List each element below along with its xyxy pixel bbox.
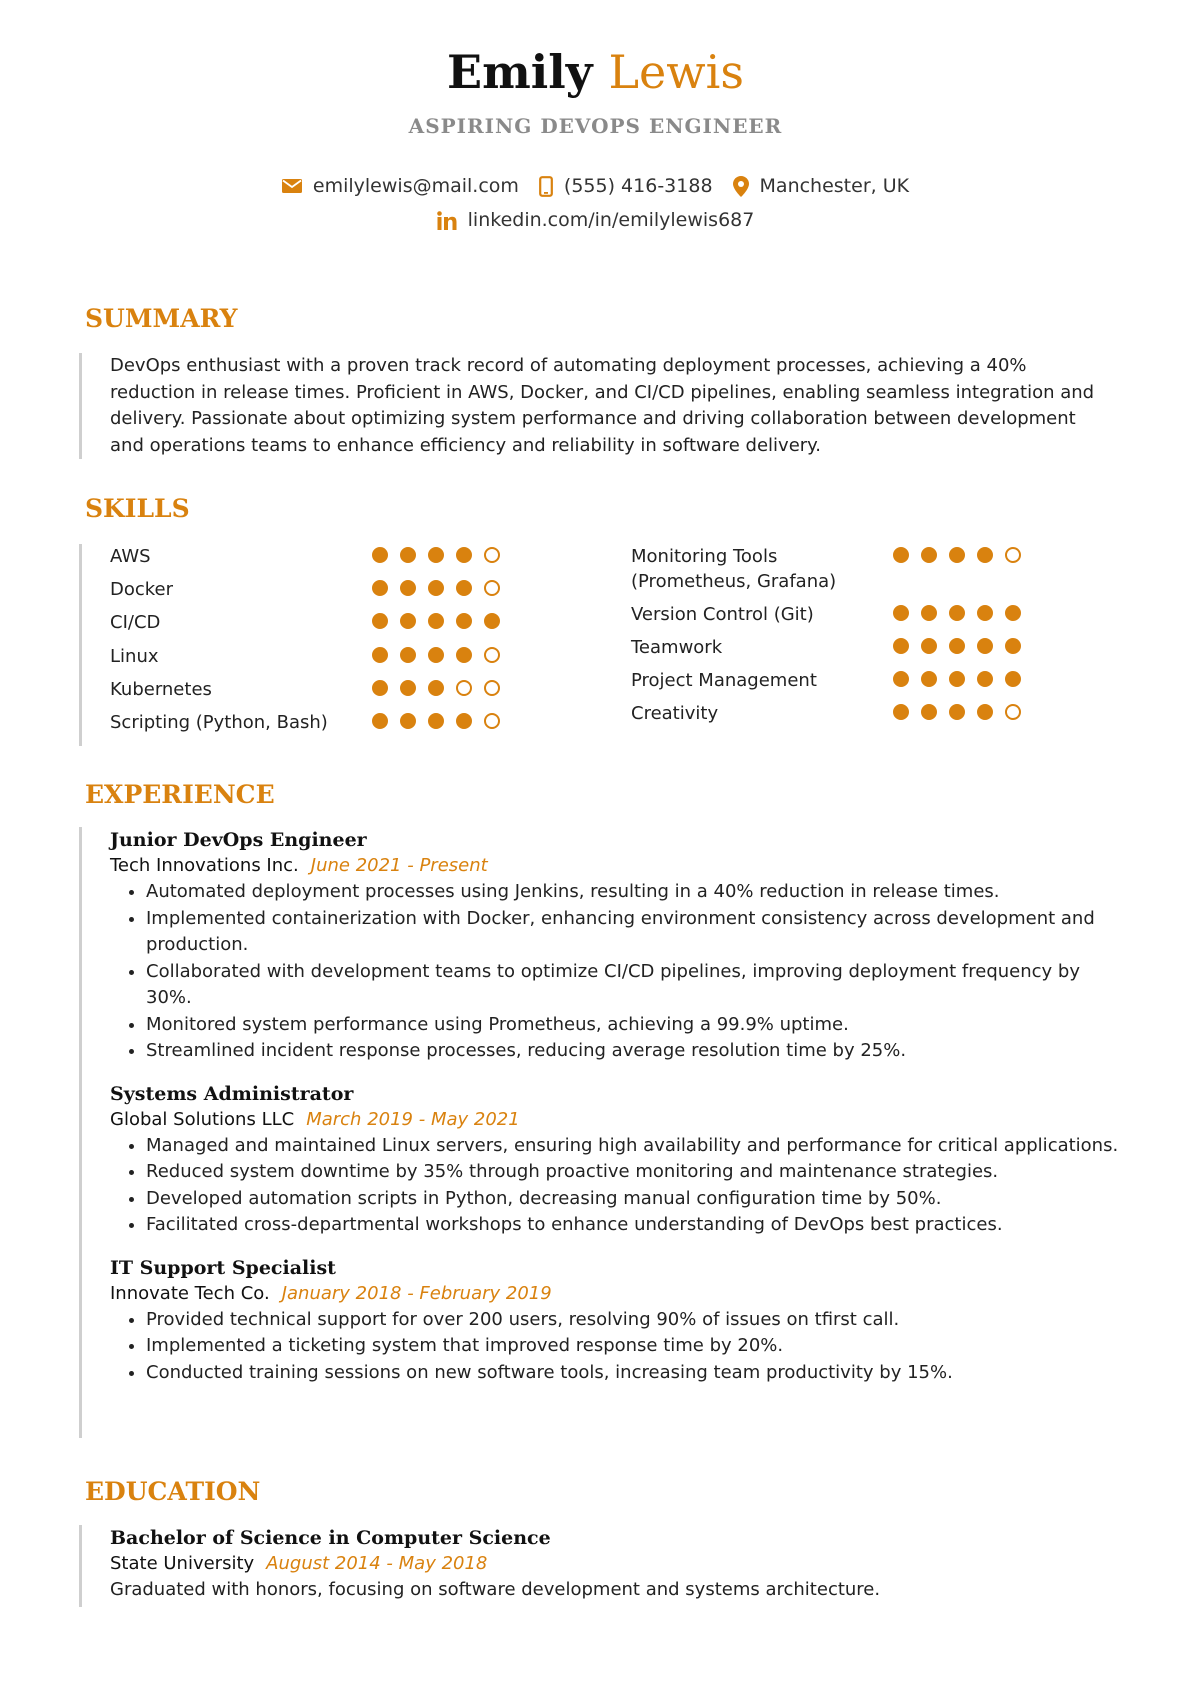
experience-title: EXPERIENCE — [85, 780, 275, 809]
job-dates: June 2021 - Present — [310, 855, 488, 876]
job-entry — [110, 1081, 1119, 1239]
rating-dot-filled — [949, 605, 965, 621]
skill-rating — [893, 635, 1033, 654]
job-bullets — [110, 1307, 1119, 1387]
linkedin-icon — [437, 211, 457, 230]
rating-dot-empty — [1005, 704, 1021, 720]
contact-email[interactable] — [282, 174, 519, 198]
location-text: Manchester, UK — [759, 175, 910, 197]
education-meta — [110, 1551, 1119, 1577]
job-bullet: • Automated deployment processes using Jenkins, resulting in a 40% reduction in release times. — [146, 879, 1119, 906]
rating-dot-filled — [977, 605, 993, 621]
rating-dot-filled — [921, 671, 937, 687]
rating-dot-filled — [428, 613, 444, 629]
rating-dot-filled — [1005, 638, 1021, 654]
school-name: State University — [110, 1553, 255, 1574]
skills-grid — [110, 544, 1109, 746]
job-entry — [110, 1255, 1119, 1387]
rating-dot-filled — [372, 547, 388, 563]
rating-dot-filled — [921, 547, 937, 563]
skill-name: Linux — [110, 646, 159, 667]
education-dates: August 2014 - May 2018 — [266, 1553, 488, 1574]
skill-item — [631, 701, 1033, 726]
headline: ASPIRING DEVOPS ENGINEER — [408, 114, 783, 138]
rating-dot-empty — [1005, 547, 1021, 563]
skill-rating — [372, 577, 512, 596]
skill-name: Creativity — [631, 703, 719, 724]
skill-rating — [893, 602, 1033, 621]
skill-item — [110, 710, 512, 735]
first-name: Emily — [447, 45, 593, 99]
rating-dot-filled — [456, 547, 472, 563]
skill-rating — [372, 677, 512, 696]
skill-name: Kubernetes — [110, 679, 212, 700]
education-title: EDUCATION — [85, 1477, 261, 1506]
skill-rating — [372, 610, 512, 629]
contact-phone[interactable] — [539, 174, 713, 198]
contact-row-2 — [0, 208, 1191, 232]
rating-dot-filled — [400, 680, 416, 696]
rating-dot-filled — [949, 638, 965, 654]
rating-dot-filled — [400, 713, 416, 729]
skill-item — [110, 544, 512, 569]
rating-dot-filled — [400, 647, 416, 663]
skill-item — [631, 635, 1033, 660]
linkedin-text: linkedin.com/in/emilylewis687 — [467, 209, 755, 231]
summary-title: SUMMARY — [85, 304, 238, 333]
rating-dot-filled — [428, 680, 444, 696]
company-name: Global Solutions LLC — [110, 1108, 295, 1130]
education-section — [79, 1525, 1119, 1607]
skill-name: Monitoring Tools (Prometheus, Grafana) — [631, 546, 837, 592]
rating-dot-filled — [949, 671, 965, 687]
rating-dot-filled — [372, 580, 388, 596]
rating-dot-filled — [893, 605, 909, 621]
job-meta — [110, 1281, 1119, 1307]
phone-text: (555) 416-3188 — [563, 175, 713, 197]
job-bullets — [110, 879, 1119, 1065]
contact-row — [0, 174, 1191, 198]
job-entry — [110, 827, 1119, 1065]
skills-section — [79, 544, 1109, 746]
rating-dot-filled — [1005, 671, 1021, 687]
skill-rating — [893, 668, 1033, 687]
skill-rating — [372, 710, 512, 729]
rating-dot-filled — [484, 613, 500, 629]
rating-dot-filled — [428, 647, 444, 663]
skill-name: Docker — [110, 579, 174, 600]
rating-dot-filled — [893, 638, 909, 654]
phone-icon — [539, 176, 553, 197]
rating-dot-filled — [977, 704, 993, 720]
summary-text: DevOps enthusiast with a proven track record of automating deployment processes, achieving a 40% reduction in release times. Proficient in AWS, Docker, and CI/CD pipelines, enabling seamless integration and delivery. Passionate about optimizing system performance and driving collaboration between development and operations teams to enhance efficiency and reliability in software delivery. — [110, 355, 1095, 456]
rating-dot-filled — [428, 580, 444, 596]
candidate-name — [0, 44, 1191, 100]
rating-dot-filled — [456, 580, 472, 596]
degree-title: Bachelor of Science in Computer Science — [110, 1527, 551, 1549]
rating-dot-filled — [400, 547, 416, 563]
skill-rating — [893, 544, 1033, 563]
rating-dot-filled — [977, 638, 993, 654]
rating-dot-filled — [977, 671, 993, 687]
location-pin-icon — [733, 176, 749, 197]
job-title: Systems Administrator — [110, 1082, 354, 1105]
rating-dot-filled — [893, 671, 909, 687]
job-meta — [110, 853, 1119, 879]
job-bullet: • Provided technical support for over 200 users, resolving 90% of issues on tfirst call. — [146, 1307, 1119, 1334]
job-bullet: • Reduced system downtime by 35% through proactive monitoring and maintenance strategies. — [146, 1159, 1119, 1186]
job-bullet: • Monitored system performance using Prometheus, achieving a 99.9% uptime. — [146, 1012, 1119, 1039]
job-bullet: • Managed and maintained Linux servers, ensuring high availability and performance for critical applications. — [146, 1133, 1119, 1160]
rating-dot-filled — [949, 547, 965, 563]
rating-dot-filled — [372, 613, 388, 629]
rating-dot-filled — [456, 647, 472, 663]
job-bullet: • Implemented a ticketing system that improved response time by 20%. — [146, 1333, 1119, 1360]
job-bullet: • Conducted training sessions on new software tools, increasing team productivity by 15%. — [146, 1360, 1119, 1387]
rating-dot-filled — [921, 704, 937, 720]
job-title: IT Support Specialist — [110, 1256, 336, 1279]
education-description: Graduated with honors, focusing on software development and systems architecture. — [110, 1579, 881, 1600]
job-bullets — [110, 1133, 1119, 1239]
rating-dot-empty — [484, 680, 500, 696]
job-dates: January 2018 - February 2019 — [281, 1282, 552, 1304]
skill-name: Scripting (Python, Bash) — [110, 712, 328, 733]
rating-dot-filled — [893, 704, 909, 720]
job-dates: March 2019 - May 2021 — [306, 1108, 520, 1130]
company-name: Innovate Tech Co. — [110, 1282, 270, 1304]
skill-rating — [372, 544, 512, 563]
rating-dot-empty — [484, 580, 500, 596]
rating-dot-filled — [372, 680, 388, 696]
skill-item — [110, 610, 512, 635]
rating-dot-empty — [484, 647, 500, 663]
job-bullet: • Streamlined incident response processes, reducing average resolution time by 25%. — [146, 1038, 1119, 1065]
skill-name: Version Control (Git) — [631, 604, 814, 625]
job-title: Junior DevOps Engineer — [110, 829, 367, 851]
rating-dot-filled — [400, 580, 416, 596]
rating-dot-empty — [456, 680, 472, 696]
job-meta — [110, 1107, 1119, 1133]
rating-dot-filled — [977, 547, 993, 563]
experience-section — [79, 827, 1119, 1438]
skill-item — [631, 544, 1033, 594]
skill-item — [110, 677, 512, 702]
skill-name: Teamwork — [631, 637, 723, 658]
rating-dot-filled — [400, 613, 416, 629]
job-bullet: • Collaborated with development teams to optimize CI/CD pipelines, improving deployment frequency by 30%. — [146, 959, 1119, 1012]
rating-dot-filled — [921, 638, 937, 654]
last-name: Lewis — [608, 45, 744, 99]
rating-dot-filled — [921, 605, 937, 621]
rating-dot-filled — [893, 547, 909, 563]
email-text: emilylewis@mail.com — [312, 175, 519, 197]
rating-dot-empty — [484, 713, 500, 729]
skill-item — [631, 668, 1033, 693]
rating-dot-filled — [372, 647, 388, 663]
job-bullet: • Facilitated cross-departmental workshops to enhance understanding of DevOps best practices. — [146, 1212, 1119, 1239]
summary-section — [79, 353, 1109, 459]
job-bullet: • Developed automation scripts in Python, decreasing manual configuration time by 50%. — [146, 1186, 1119, 1213]
rating-dot-filled — [1005, 605, 1021, 621]
contact-location — [733, 174, 910, 198]
skills-title: SKILLS — [85, 494, 190, 523]
rating-dot-filled — [456, 713, 472, 729]
skill-name: Project Management — [631, 670, 817, 691]
rating-dot-filled — [456, 613, 472, 629]
rating-dot-filled — [949, 704, 965, 720]
skill-name: CI/CD — [110, 612, 161, 633]
job-list — [110, 827, 1119, 1386]
company-name: Tech Innovations Inc. — [110, 855, 299, 876]
contact-linkedin[interactable] — [437, 208, 755, 232]
rating-dot-filled — [428, 547, 444, 563]
skill-rating — [893, 701, 1033, 720]
skill-item — [110, 577, 512, 602]
job-bullet: • Implemented containerization with Docker, enhancing environment consistency across development and production. — [146, 906, 1119, 959]
mail-icon — [282, 179, 302, 193]
skill-rating — [372, 644, 512, 663]
rating-dot-filled — [428, 713, 444, 729]
rating-dot-empty — [484, 547, 500, 563]
skill-item — [110, 644, 512, 669]
skill-name: AWS — [110, 546, 151, 567]
rating-dot-filled — [372, 713, 388, 729]
skill-item — [631, 602, 1033, 627]
